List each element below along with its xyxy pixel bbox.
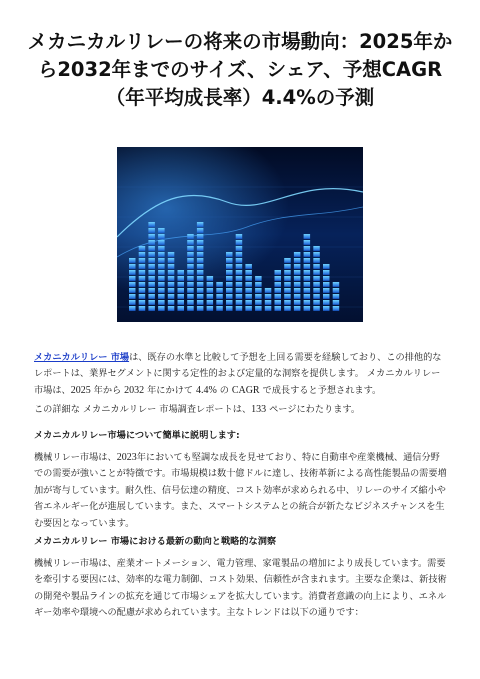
hero-bar-segment [129,276,136,281]
intro-text-5: で成長すると予想されます。 [259,384,382,396]
hero-bar-segment [294,300,301,305]
hero-bar-segment [313,246,320,251]
hero-bar-segment [158,264,165,269]
hero-bar-segment [187,264,194,269]
hero-bar-segment [197,270,204,275]
market-link[interactable]: メカニカルリレー 市場 [34,352,130,363]
hero-bar-segment [333,282,340,287]
hero-bar-segment [197,252,204,257]
pages-count: 133 [251,404,267,415]
hero-bar-segment [197,258,204,263]
hero-bar-segment [216,288,223,293]
hero-bar-segment [236,252,243,257]
hero-bar-segment [313,282,320,287]
hero-bar-segment [187,288,194,293]
hero-bar-segment [226,282,233,287]
hero-bar-segment [187,240,194,245]
hero-bar-segment [148,300,155,305]
intro-cagr-label: CAGR [231,384,260,396]
hero-bar-segment [148,288,155,293]
hero-bar-segment [129,300,136,305]
overview-paragraph [34,450,448,532]
hero-bar-segment [245,276,252,281]
hero-bar-segment [197,294,204,299]
hero-bar-segment [236,300,243,305]
hero-bar-segment [275,276,282,281]
hero-bar-segment [226,258,233,263]
hero-bar-segment [216,306,223,311]
overview-year: 2023 [116,452,137,463]
hero-bar-segment [313,258,320,263]
hero-bar-segment [148,234,155,239]
hero-bar-segment [275,294,282,299]
hero-bar-segment [129,294,136,299]
hero-bar-segment [255,300,262,305]
hero-bar-segment [197,288,204,293]
hero-bar-segment [245,288,252,293]
hero-bar-segment [323,294,330,299]
hero-bar-segment [197,306,204,311]
hero-bar-segment [304,246,311,251]
hero-bar-segment [178,282,185,287]
hero-bar-segment [323,270,330,275]
hero-bar-segment [304,300,311,305]
hero-bar-segment [139,294,146,299]
hero-bar-segment [216,282,223,287]
hero-bar-segment [187,294,194,299]
hero-chart-illustration [117,147,363,322]
hero-image [117,147,363,322]
hero-bar-segment [313,264,320,269]
hero-bar-segment [236,264,243,269]
hero-bar-segment [139,258,146,263]
hero-bar-segment [226,300,233,305]
hero-bar-segment [139,306,146,311]
hero-bar-segment [284,270,291,275]
hero-bar-segment [323,276,330,281]
hero-bar-segment [313,300,320,305]
hero-bar-segment [216,294,223,299]
hero-bar-segment [148,264,155,269]
hero-bar-segment [168,294,175,299]
hero-bar-segment [129,306,136,311]
hero-bar-segment [304,288,311,293]
hero-bar-segment [236,288,243,293]
hero-bar-segment [275,270,282,275]
hero-bar-segment [187,282,194,287]
hero-bar-segment [304,270,311,275]
hero-bar-segment [158,234,165,239]
hero-bar-segment [158,300,165,305]
hero-bar-segment [207,288,214,293]
hero-bar-segment [168,282,175,287]
hero-bar-segment [323,282,330,287]
intro-paragraph [34,350,448,399]
pages-prefix: この詳細な メカニカルリレー 市場調査レポートは、 [34,404,252,415]
hero-bar-segment [168,252,175,257]
hero-bar-segment [187,270,194,275]
hero-bar-segment [178,288,185,293]
hero-bar-segment [275,300,282,305]
intro-text-4: の [216,384,232,396]
hero-bar-segment [139,276,146,281]
hero-bar-segment [236,276,243,281]
hero-bar-segment [333,306,340,311]
hero-bar-segment [216,300,223,305]
hero-bar-segment [294,288,301,293]
hero-bar-segment [313,294,320,299]
hero-bar-segment [255,276,262,281]
hero-bar-segment [197,240,204,245]
hero-bar-segment [178,306,185,311]
hero-bar-segment [158,228,165,233]
hero-bar-segment [158,246,165,251]
hero-bar-segment [158,240,165,245]
hero-bar-segment [294,276,301,281]
hero-bar-segment [236,306,243,311]
hero-bar-segment [255,294,262,299]
hero-bar-segment [158,270,165,275]
section-heading-trends: メカニカルリレー 市場における最新の動向と戦略的な洞察 [34,536,277,547]
hero-bar-segment [148,240,155,245]
hero-bar-segment [236,282,243,287]
pages-suffix: ページにわたります。 [266,404,361,415]
hero-bar-segment [197,222,204,227]
hero-bar-segment [236,234,243,239]
hero-bar-segment [284,294,291,299]
hero-bar-segment [313,252,320,257]
hero-bar-segment [148,222,155,227]
hero-bar-segment [148,276,155,281]
hero-bar-segment [187,252,194,257]
hero-bar-segment [158,294,165,299]
hero-bar-segment [275,306,282,311]
hero-bar-segment [226,306,233,311]
hero-bar-segment [313,306,320,311]
hero-bar-segment [284,300,291,305]
hero-bar-segment [236,294,243,299]
hero-bar-segment [284,282,291,287]
hero-bar-segment [265,294,272,299]
hero-bar-segment [226,288,233,293]
hero-bar-segment [333,288,340,293]
hero-bar-segment [129,282,136,287]
hero-bar-segment [148,306,155,311]
hero-bar-segment [226,264,233,269]
hero-bar-segment [129,270,136,275]
hero-bar-segment [148,228,155,233]
hero-bar-segment [158,288,165,293]
hero-bar-segment [245,300,252,305]
hero-bar-segment [265,306,272,311]
intro-year-start: 2025 [70,384,91,396]
hero-bar-segment [148,282,155,287]
hero-bar-segment [197,234,204,239]
hero-bar-segment [168,288,175,293]
hero-bar-segment [294,306,301,311]
hero-bar-segment [304,234,311,239]
intro-cagr-value: 4.4% [195,384,217,396]
hero-bar-segment [139,264,146,269]
hero-bar-segment [139,300,146,305]
hero-bar-segment [197,246,204,251]
hero-bar-segment [294,270,301,275]
hero-bar-segment [265,288,272,293]
hero-bar-segment [275,288,282,293]
hero-bar-segment [187,234,194,239]
hero-bar-segment [187,306,194,311]
hero-bar-segment [197,264,204,269]
hero-bar-segment [304,240,311,245]
hero-bar-segment [236,258,243,263]
hero-bar-segment [304,258,311,263]
hero-bar-segment [178,270,185,275]
hero-bar-segment [323,300,330,305]
hero-bar-segment [226,294,233,299]
hero-bar-segment [226,276,233,281]
hero-bar-segment [294,294,301,299]
hero-bar-segment [207,306,214,311]
hero-bar-segment [158,276,165,281]
hero-bar-segment [275,282,282,287]
hero-bar-segment [168,306,175,311]
hero-bar-segment [178,276,185,281]
hero-bar-segment [158,306,165,311]
hero-bar-segment [333,294,340,299]
hero-bar-segment [129,288,136,293]
hero-bar-segment [158,258,165,263]
hero-bar-segment [304,294,311,299]
hero-bar-segment [255,306,262,311]
page-title: メカニカルリレーの将来の市場動向：2025年から2032年までのサイズ、シェア、予想CAGR（年平均成長率）4.4%の予測 [27,30,453,109]
hero-bar-segment [304,276,311,281]
hero-bar-segment [207,294,214,299]
hero-bar-segment [129,258,136,263]
hero-bar-segment [226,252,233,257]
hero-bar-segment [187,246,194,251]
intro-text-1: は、既存の水準と比較して予想を上回る需要を経験しており、この排他的なレポートは、業界セグメントに関する定性的および定量的な洞察を提供します。 メカニカルリレー 市場は、 [34,352,442,396]
hero-bar-segment [207,282,214,287]
hero-bar-segment [294,282,301,287]
hero-bar-segment [158,282,165,287]
hero-bar-segment [255,288,262,293]
hero-bar-segment [236,270,243,275]
hero-bar-segment [139,282,146,287]
hero-bar-segment [284,264,291,269]
hero-bar-segment [168,258,175,263]
intro-year-end: 2032 [124,384,145,396]
hero-bar-segment [294,252,301,257]
hero-bar-segment [333,300,340,305]
hero-bar-segment [323,288,330,293]
hero-bar-segment [207,300,214,305]
hero-bar-segment [197,228,204,233]
hero-bar-segment [139,246,146,251]
hero-bar-segment [168,264,175,269]
hero-bar-segment [178,294,185,299]
hero-bar-segment [139,288,146,293]
intro-text-3: 年にかけて [144,384,196,396]
overview-text-a: 機械リレー市場は、 [34,452,117,463]
trends-paragraph: 機械リレー市場は、産業オートメーション、電力管理、家電製品の増加により成長しています。需要を牽引する要因には、効率的な電力制御、コスト効果、信頼性が含まれます。主要な企業は、新技術の開発や製品ラインの拡充を通じて市場シェアを拡大しています。消費者意識の向上により、エネルギー効率や環境への配慮が求められています。主なトレンドは以下の通りです： [34,558,447,619]
hero-bar-segment [294,264,301,269]
hero-bar-segment [304,306,311,311]
hero-bar-segment [284,306,291,311]
hero-bar-segment [304,252,311,257]
hero-bar-segment [129,264,136,269]
hero-bar-segment [139,252,146,257]
hero-bar-segment [255,282,262,287]
hero-bar-segment [236,240,243,245]
hero-bar-segment [139,270,146,275]
hero-bar-segment [178,300,185,305]
hero-bar-segment [236,246,243,251]
hero-bar-segment [313,276,320,281]
hero-bar-segment [245,282,252,287]
intro-text-2: 年から [90,384,125,396]
hero-bar-segment [304,282,311,287]
hero-bar-segment [245,306,252,311]
hero-bar-segment [197,282,204,287]
hero-bar-segment [158,252,165,257]
hero-bar-segment [265,300,272,305]
hero-bar-segment [187,300,194,305]
hero-bar-segment [226,270,233,275]
hero-bar-segment [168,276,175,281]
section-heading-overview: メカニカルリレー市場について簡単に説明します: [34,430,240,441]
hero-bar-segment [245,294,252,299]
hero-bar-segment [168,270,175,275]
hero-bar-segment [323,264,330,269]
overview-text-b: 年においても堅調な成長を見せており、特に自動車や産業機械、通信分野での需要が強いことが特徴です。市場規模は数十億ドルに達し、技術革新による高性能製品の需要増加が寄与しています。耐久性、信号伝達の精度、コスト効率が求められる中、リレーのサイズ縮小や省エネルギー化が進展しています。また、スマートシステムとの統合が新たなビジネスチャンスを生む要因となっています。 [34,452,447,529]
hero-bar-segment [197,276,204,281]
hero-bar-segment [284,258,291,263]
hero-bar-segment [207,276,214,281]
hero-bar-segment [148,246,155,251]
hero-bar-segment [148,258,155,263]
pages-paragraph [34,402,448,418]
hero-bar-segment [313,288,320,293]
hero-bar-segment [284,288,291,293]
hero-bar-segment [197,300,204,305]
hero-bar-segment [168,300,175,305]
hero-bar-segment [323,306,330,311]
hero-bar-segment [148,252,155,257]
hero-bar-segment [245,270,252,275]
hero-bar-segment [313,270,320,275]
hero-bar-segment [294,258,301,263]
hero-bar-segment [148,270,155,275]
hero-bar-segment [187,258,194,263]
hero-bar-segment [284,276,291,281]
hero-bar-segment [304,264,311,269]
hero-bar-segment [245,264,252,269]
hero-bar-segment [148,294,155,299]
hero-bar-segment [187,276,194,281]
